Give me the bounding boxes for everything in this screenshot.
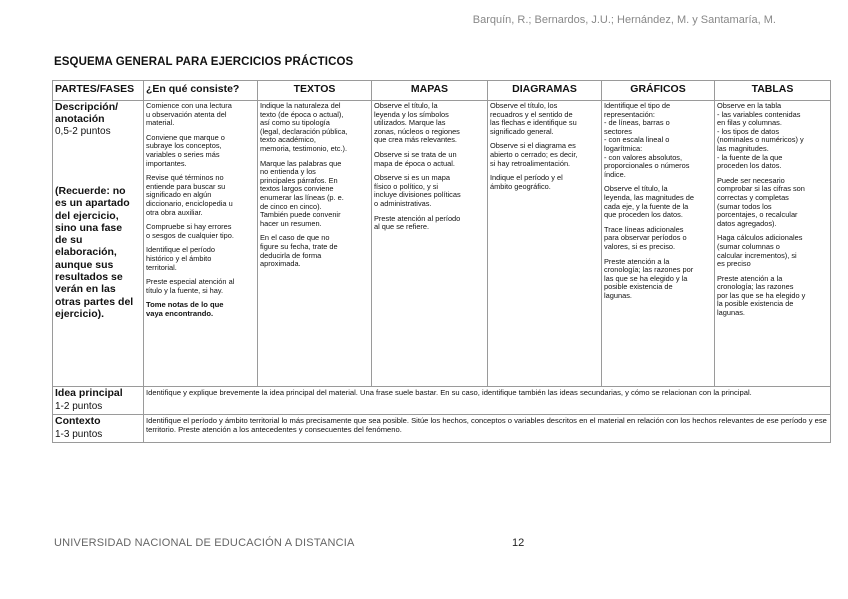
- row-idea-principal: [53, 387, 831, 415]
- row-contexto: [53, 415, 831, 443]
- row-label-title: Descripción/ anotación: [55, 101, 119, 125]
- cell-paragraph: Preste atención al período al que se refiere.: [374, 213, 461, 232]
- cell-paragraph: Observe el título, los recuadros y el sentido de las flechas e identifique su significado general.: [490, 101, 577, 136]
- cell-contexto-text: Identifique el período y ámbito territorial lo más precisamente que sea posible. Sitúe los hechos, conceptos o variables descritos en el material en relación con los hechos relevantes de ese período y ese territorio. Preste atención a los antecedentes y consecuentes del fenómeno.: [144, 415, 831, 443]
- cell-paragraph: Puede ser necesario comprobar si las cifras son correctas y completas (sumar todos los porcentajes, o recalcular datos agregados).: [717, 175, 805, 228]
- cell-paragraph: Identifique el período histórico y el ámbito territorial.: [146, 245, 216, 272]
- column-header-textos: TEXTOS: [258, 81, 372, 101]
- header-authors: Barquín, R.; Bernardos, J.U.; Hernández, M. y Santamaría, M.: [472, 14, 776, 26]
- cell-diagramas: [488, 101, 602, 387]
- cell-paragraph: Marque las palabras que no entienda y los principales párrafos. En textos largos conviene enumerar las líneas (p. e. de cinco en cinco). También puede convenir hacer un resumen.: [260, 158, 344, 228]
- column-header-mapas: MAPAS: [372, 81, 488, 101]
- page-title: ESQUEMA GENERAL PARA EJERCICIOS PRÁCTICOS: [54, 56, 354, 68]
- cell-paragraph: Preste especial atención al título y la fuente, si hay.: [146, 277, 235, 295]
- cell-consiste: [144, 101, 258, 387]
- cell-paragraph: Observe si el diagrama es abierto o cerrado; es decir, si hay retroalimentación.: [490, 141, 578, 168]
- cell-paragraph: Observe en la tabla - las variables contenidas en filas y columnas. - los tipos de datos (nominales o numéricos) y las magnitudes. - la fuente de la que proceden los datos.: [717, 101, 804, 171]
- row-label-title: Contexto: [55, 415, 101, 427]
- row-label-note: (Recuerde: no es un apartado del ejercicio, sino una fase de su elaboración, aunque sus resultados se verán en las otras partes del ejercicio).: [55, 185, 134, 320]
- row-label-points: 1-2 puntos: [55, 400, 103, 412]
- cell-paragraph-bold: Tome notas de lo que vaya encontrando.: [146, 300, 224, 318]
- cell-paragraph: Conviene que marque o subraye los conceptos, variables o series más importantes.: [146, 132, 225, 168]
- cell-paragraph: Identifique el tipo de representación: - de líneas, barras o sectores - con escala lineal o logarítmica: - con valores absolutos, proporcionales o números índice.: [604, 101, 690, 179]
- cell-paragraph: Indique el período y el ámbito geográfico.: [490, 173, 563, 191]
- cell-mapas: [372, 101, 488, 387]
- cell-paragraph: Revise qué términos no entiende para buscar su significado en algún diccionario, enciclopedia u otra obra auxiliar.: [146, 173, 233, 217]
- cell-paragraph: Indique la naturaleza del texto (de época o actual), así como su tipología (legal, declaración pública, texto académico, memoria, testimonio, etc.).: [260, 101, 348, 153]
- row-label-descripcion: [53, 101, 144, 387]
- cell-idea-text: Identifique y explique brevemente la idea principal del material. Una frase suele bastar. En su caso, identifique también las ideas secundarias, y cómo se relacionan con la principal.: [144, 387, 831, 415]
- cell-paragraph: Trace líneas adicionales para observar períodos o valores, si es preciso.: [604, 224, 687, 251]
- cell-paragraph: Preste atención a la cronología; las razones por las que se ha elegido y la posible existencia de lagunas.: [604, 256, 694, 300]
- cell-tablas: [715, 101, 831, 387]
- cell-paragraph: Observe si es un mapa físico o político, y si incluye divisiones políticas o administrativas.: [374, 173, 461, 208]
- row-label-idea: [53, 387, 144, 415]
- column-header-graficos: GRÁFICOS: [602, 81, 715, 101]
- cell-paragraph: Comience con una lectura u observación atenta del material.: [146, 101, 232, 128]
- footer-institution: UNIVERSIDAD NACIONAL DE EDUCACIÓN A DISTANCIA: [54, 537, 355, 549]
- column-header-tablas: TABLAS: [715, 81, 831, 101]
- cell-textos: [258, 101, 372, 387]
- cell-paragraph: En el caso de que no figure su fecha, trate de deducirla de forma aproximada.: [260, 233, 338, 269]
- row-label-contexto: [53, 415, 144, 443]
- cell-graficos: [602, 101, 715, 387]
- cell-paragraph: Observe si se trata de un mapa de época o actual.: [374, 149, 457, 168]
- row-descripcion: [53, 101, 831, 387]
- cell-paragraph: Observe el título, la leyenda, las magnitudes de cada eje, y la fuente de la que proceden los datos.: [604, 184, 694, 220]
- column-header-partes: PARTES/FASES: [53, 81, 144, 101]
- cell-paragraph: Observe el título, la leyenda y los símbolos utilizados. Marque las zonas, núcleos o regiones que crea más relevantes.: [374, 101, 460, 145]
- page-number: 12: [512, 537, 525, 549]
- scheme-table: [52, 80, 831, 443]
- cell-paragraph: Preste atención a la cronología; las razones por las que se ha elegido y la posible existencia de lagunas.: [717, 273, 806, 318]
- row-label-points: 0,5-2 puntos: [55, 126, 111, 137]
- cell-paragraph: Haga cálculos adicionales (sumar columnas o calcular incrementos), si es preciso: [717, 233, 803, 269]
- column-header-diagramas: DIAGRAMAS: [488, 81, 602, 101]
- header-row: [53, 81, 831, 101]
- row-label-title: Idea principal: [55, 387, 123, 399]
- cell-paragraph: Compruebe si hay errores o sesgos de cualquier tipo.: [146, 222, 234, 240]
- row-label-points: 1-3 puntos: [55, 428, 103, 440]
- column-header-consiste: ¿En qué consiste?: [144, 81, 258, 101]
